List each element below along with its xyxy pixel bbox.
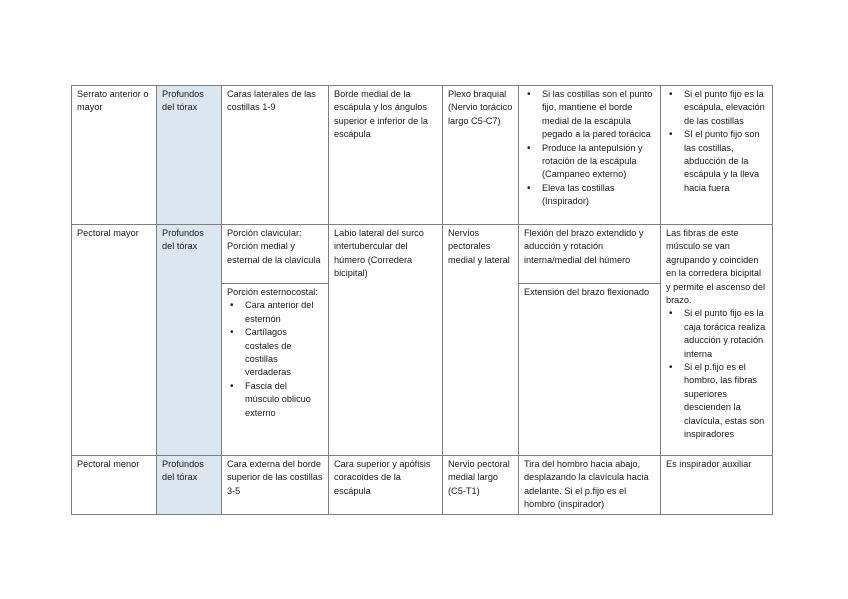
action-cell [519, 86, 661, 225]
origin-cell: Cara externa del borde superior de las costillas 3-5 [222, 456, 329, 515]
notes-cell: Es inspirador auxiliar [661, 456, 773, 515]
origin-cell: Caras laterales de las costillas 1-9 [222, 86, 329, 225]
origin-sternocostal [222, 284, 328, 422]
list-item: • Si las costillas son el punto fijo, mantiene el borde medial de la escápula pegado a la pared torácica [542, 88, 655, 142]
insertion-cell: Labio lateral del surco intertubercular del húmero (Corredera bicipital) [329, 225, 443, 456]
list-item: • Cartílagos costales de costillas verdaderas [245, 326, 323, 380]
insertion-cell: Cara superior y apófisis coracoides de la escápula [329, 456, 443, 515]
table-row [72, 86, 773, 225]
origin-sternocostal-title: Porción esternocostal: [227, 287, 318, 297]
list-item: • Produce la antepulsión y rotación de la escápula (Campaneo externo) [542, 142, 655, 182]
list-item: • Eleva las costillas (Inspirador) [542, 182, 655, 209]
notes-list [666, 307, 767, 441]
list-item: • Si el punto fijo es la escápula, elevación de las costillas [684, 88, 767, 128]
notes-cell [661, 86, 773, 225]
table-row [72, 456, 773, 515]
muscle-name-cell: Pectoral mayor [72, 225, 157, 456]
notes-cell [661, 225, 773, 456]
list-item: • Si el p.fijo es el hombro, las fibras superiores descienden la clavícula, estas son inspiradores [684, 361, 767, 441]
region-cell: Profundos del tórax [157, 86, 222, 225]
origin-cell [222, 225, 329, 456]
muscle-name-cell: Serrato anterior o mayor [72, 86, 157, 225]
region-cell: Profundos del tórax [157, 456, 222, 515]
nerve-cell: Nervios pectorales medial y lateral [443, 225, 519, 456]
list-item: • Si el punto fijo es la caja torácica realiza aducción y rotación interna [684, 307, 767, 361]
action-list [524, 88, 655, 209]
origin-clavicular: Porción clavicular: Porción medial y esternal de la clavícula [222, 225, 328, 284]
list-item: • Fascia del músculo oblicuo externo [245, 380, 323, 420]
muscle-table [71, 85, 773, 515]
nerve-cell: Nervio pectoral medial largo (C5-T1) [443, 456, 519, 515]
action-cell [519, 225, 661, 456]
region-cell: Profundos del tórax [157, 225, 222, 456]
action-primary: Flexión del brazo extendido y aducción y rotación interna/medial del húmero [519, 225, 660, 284]
list-item: • Cara anterior del esternón [245, 299, 323, 326]
muscle-name-cell: Pectoral menor [72, 456, 157, 515]
table-row [72, 225, 773, 456]
list-item: • SI el punto fijo son las costillas, abducción de la escápula y la lleva hacia fuera [684, 128, 767, 195]
insertion-cell: Borde medial de la escápula y los ángulos superior e inferior de la escápula [329, 86, 443, 225]
notes-text: Las fibras de este músculo se van agrupando y coinciden en la corredera bicipital y permite el ascenso del brazo. [666, 228, 766, 306]
nerve-cell: Plexo braquial (Nervio torácico largo C5-C7) [443, 86, 519, 225]
origin-list [227, 299, 323, 420]
action-cell: Tira del hombro hacia abajo, desplazando la clavícula hacia adelante. Si el p.fijo es el hombro (inspirador) [519, 456, 661, 515]
notes-list [666, 88, 767, 195]
action-secondary: Extensión del brazo flexionado [524, 287, 650, 297]
